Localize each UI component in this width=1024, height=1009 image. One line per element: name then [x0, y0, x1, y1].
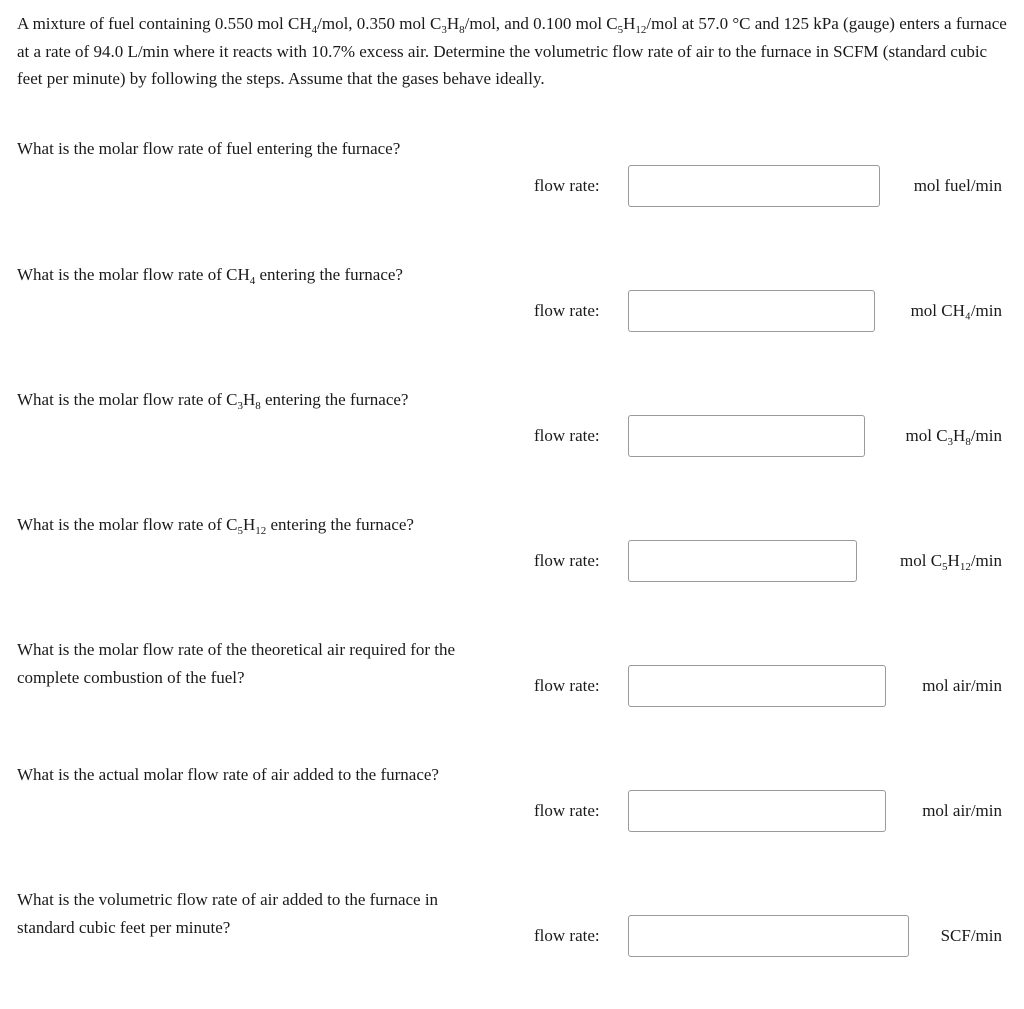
actual-air-input[interactable]	[628, 790, 886, 832]
subscript: 3	[947, 436, 954, 448]
unit-label: mol fuel/min	[913, 176, 1002, 195]
flow-rate-label: flow rate:	[534, 801, 600, 820]
problem-text: /mol at 57.0 °C and 125 kPa (gauge) enters a furnace at a rate of 94.0 L/min where it reacts with 10.7% excess air. Determine the volumetric flow rate of air to the furnace in SCFM (standard cubic feet per minute) by following the steps. Assume that the gases behave ideally.	[17, 14, 1007, 88]
theoretical-air-input[interactable]	[628, 665, 886, 707]
unit-label: mol air/min	[922, 801, 1002, 820]
c5h12-flow-input[interactable]	[628, 540, 857, 582]
answer-row-theoretical-air	[534, 663, 1002, 709]
subscript: 5	[617, 24, 624, 36]
subscript: 12	[959, 561, 971, 573]
question-text: H	[242, 515, 256, 534]
subscript: 5	[942, 561, 948, 573]
answer-row-fuel	[534, 163, 1002, 209]
unit-label	[857, 551, 1002, 571]
unit-label: mol CH₄/min	[910, 301, 1002, 320]
unit-text: mol C	[900, 551, 943, 570]
question-text: What is the molar flow rate of the theoretical air required for the complete combustion of the fuel?	[17, 640, 456, 687]
problem-text: A mixture of fuel containing 0.550 mol CH	[17, 14, 312, 33]
answer-row-volumetric-air	[534, 913, 1002, 959]
volumetric-air-input[interactable]	[628, 915, 909, 957]
subscript: 4	[311, 24, 318, 36]
question-text: What is the molar flow rate of CH	[17, 265, 250, 284]
subscript: 3	[441, 24, 447, 36]
question-text: H	[242, 390, 256, 409]
question-text: What is the molar flow rate of fuel entering the furnace?	[17, 139, 401, 158]
flow-rate-label: flow rate:	[534, 551, 600, 570]
unit-text: mol C	[905, 426, 948, 445]
ch4-flow-input[interactable]	[628, 290, 875, 332]
unit-text: /min	[970, 551, 1002, 570]
flow-rate-label: flow rate:	[534, 301, 600, 320]
flow-rate-label: flow rate:	[534, 176, 600, 195]
unit-text: H	[947, 551, 960, 570]
fuel-flow-input[interactable]	[628, 165, 880, 207]
subscript: 12	[255, 525, 267, 537]
unit-label: SCF/min	[940, 926, 1002, 945]
subscript: 12	[635, 24, 647, 36]
question-fuel-flow	[17, 135, 497, 163]
subscript: 4	[249, 275, 256, 287]
question-c3h8-flow	[17, 386, 497, 414]
problem-text: /mol, and 0.100 mol C	[464, 14, 618, 33]
question-text: What is the actual molar flow rate of air added to the furnace?	[17, 765, 439, 784]
question-c5h12-flow	[17, 511, 497, 539]
unit-label: mol air/min	[922, 676, 1002, 695]
question-volumetric-air	[17, 886, 497, 941]
flow-rate-label: flow rate:	[534, 426, 600, 445]
problem-text: /mol, 0.350 mol C	[317, 14, 442, 33]
question-text: What is the molar flow rate of C	[17, 390, 238, 409]
question-text: entering the furnace?	[266, 515, 414, 534]
question-ch4-flow	[17, 261, 497, 289]
subscript: 8	[255, 400, 261, 412]
problem-text: H	[623, 14, 636, 33]
question-theoretical-air	[17, 636, 497, 691]
question-text: What is the volumetric flow rate of air added to the furnace in standard cubic feet per minute?	[17, 890, 439, 937]
subscript: 3	[237, 400, 243, 412]
flow-rate-label: flow rate:	[534, 926, 600, 945]
answer-row-c5h12	[534, 538, 1002, 584]
subscript: 8	[965, 436, 971, 448]
question-text: entering the furnace?	[260, 390, 409, 409]
subscript: 5	[237, 525, 243, 537]
subscript: 8	[459, 24, 465, 36]
question-text: What is the molar flow rate of C	[17, 515, 238, 534]
answer-row-c3h8	[534, 413, 1002, 459]
answer-row-ch4	[534, 288, 1002, 334]
unit-label	[865, 426, 1002, 446]
problem-statement	[17, 10, 1007, 93]
question-text: entering the furnace?	[255, 265, 403, 284]
answer-row-actual-air	[534, 788, 1002, 834]
question-actual-air	[17, 761, 497, 789]
unit-text: H	[953, 426, 966, 445]
c3h8-flow-input[interactable]	[628, 415, 865, 457]
problem-text: H	[446, 14, 460, 33]
flow-rate-label: flow rate:	[534, 676, 600, 695]
unit-text: /min	[970, 426, 1002, 445]
